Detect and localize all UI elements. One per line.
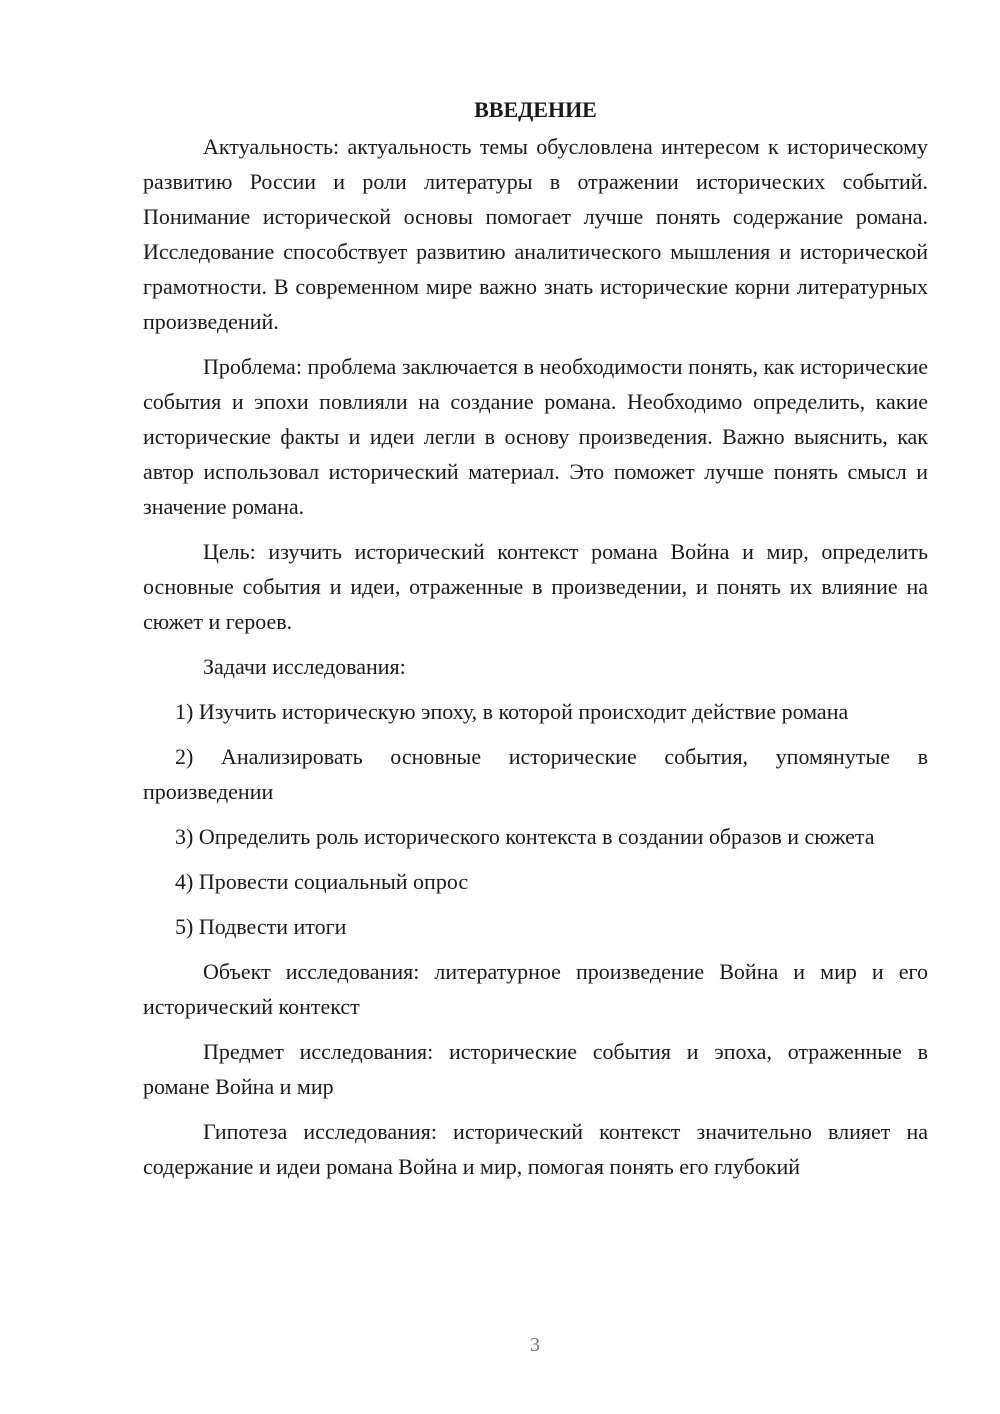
page-number: 3 [530, 1334, 540, 1356]
task-item-5: 5) Подвести итоги [175, 914, 347, 939]
task-item-2: 2) Анализировать основные исторические события, упомянутые в произведении [143, 744, 928, 804]
task-item-4: 4) Провести социальный опрос [175, 869, 469, 894]
task-item-1: 1) Изучить историческую эпоху, в которой происходит действие романа [175, 699, 849, 724]
paragraph-relevance: Актуальность: актуальность темы обусловлена интересом к историческому развитию России и роли литературы в отражении исторических событий. Понимание исторической основы помогает лучше понять содержание романа. Исследование способствует развитию аналитического мышления и исторической грамотности. В современном мире важно знать исторические корни литературных произведений. [143, 134, 928, 334]
section-title: ВВЕДЕНИЕ [474, 97, 597, 122]
paragraph-subject: Предмет исследования: исторические события и эпоха, отраженные в романе Война и мир [143, 1039, 928, 1099]
paragraph-object: Объект исследования: литературное произведение Война и мир и его исторический контекст [143, 959, 928, 1019]
paragraph-goal: Цель: изучить исторический контекст романа Война и мир, определить основные события и идеи, отраженные в произведении, и понять их влияние на сюжет и героев. [143, 539, 928, 634]
paragraph-hypothesis: Гипотеза исследования: исторический контекст значительно влияет на содержание и идеи романа Война и мир, помогая понять его глубокий [143, 1119, 928, 1179]
paragraph-problem: Проблема: проблема заключается в необходимости понять, как исторические события и эпохи повлияли на создание романа. Необходимо определить, какие исторические факты и идеи легли в основу произведения. Важно выяснить, как автор использовал исторический материал. Это поможет лучше понять смысл и значение романа. [143, 354, 928, 519]
task-item-3: 3) Определить роль исторического контекста в создании образов и сюжета [175, 824, 875, 849]
tasks-heading: Задачи исследования: [203, 654, 406, 679]
document-page [143, 95, 928, 1184]
